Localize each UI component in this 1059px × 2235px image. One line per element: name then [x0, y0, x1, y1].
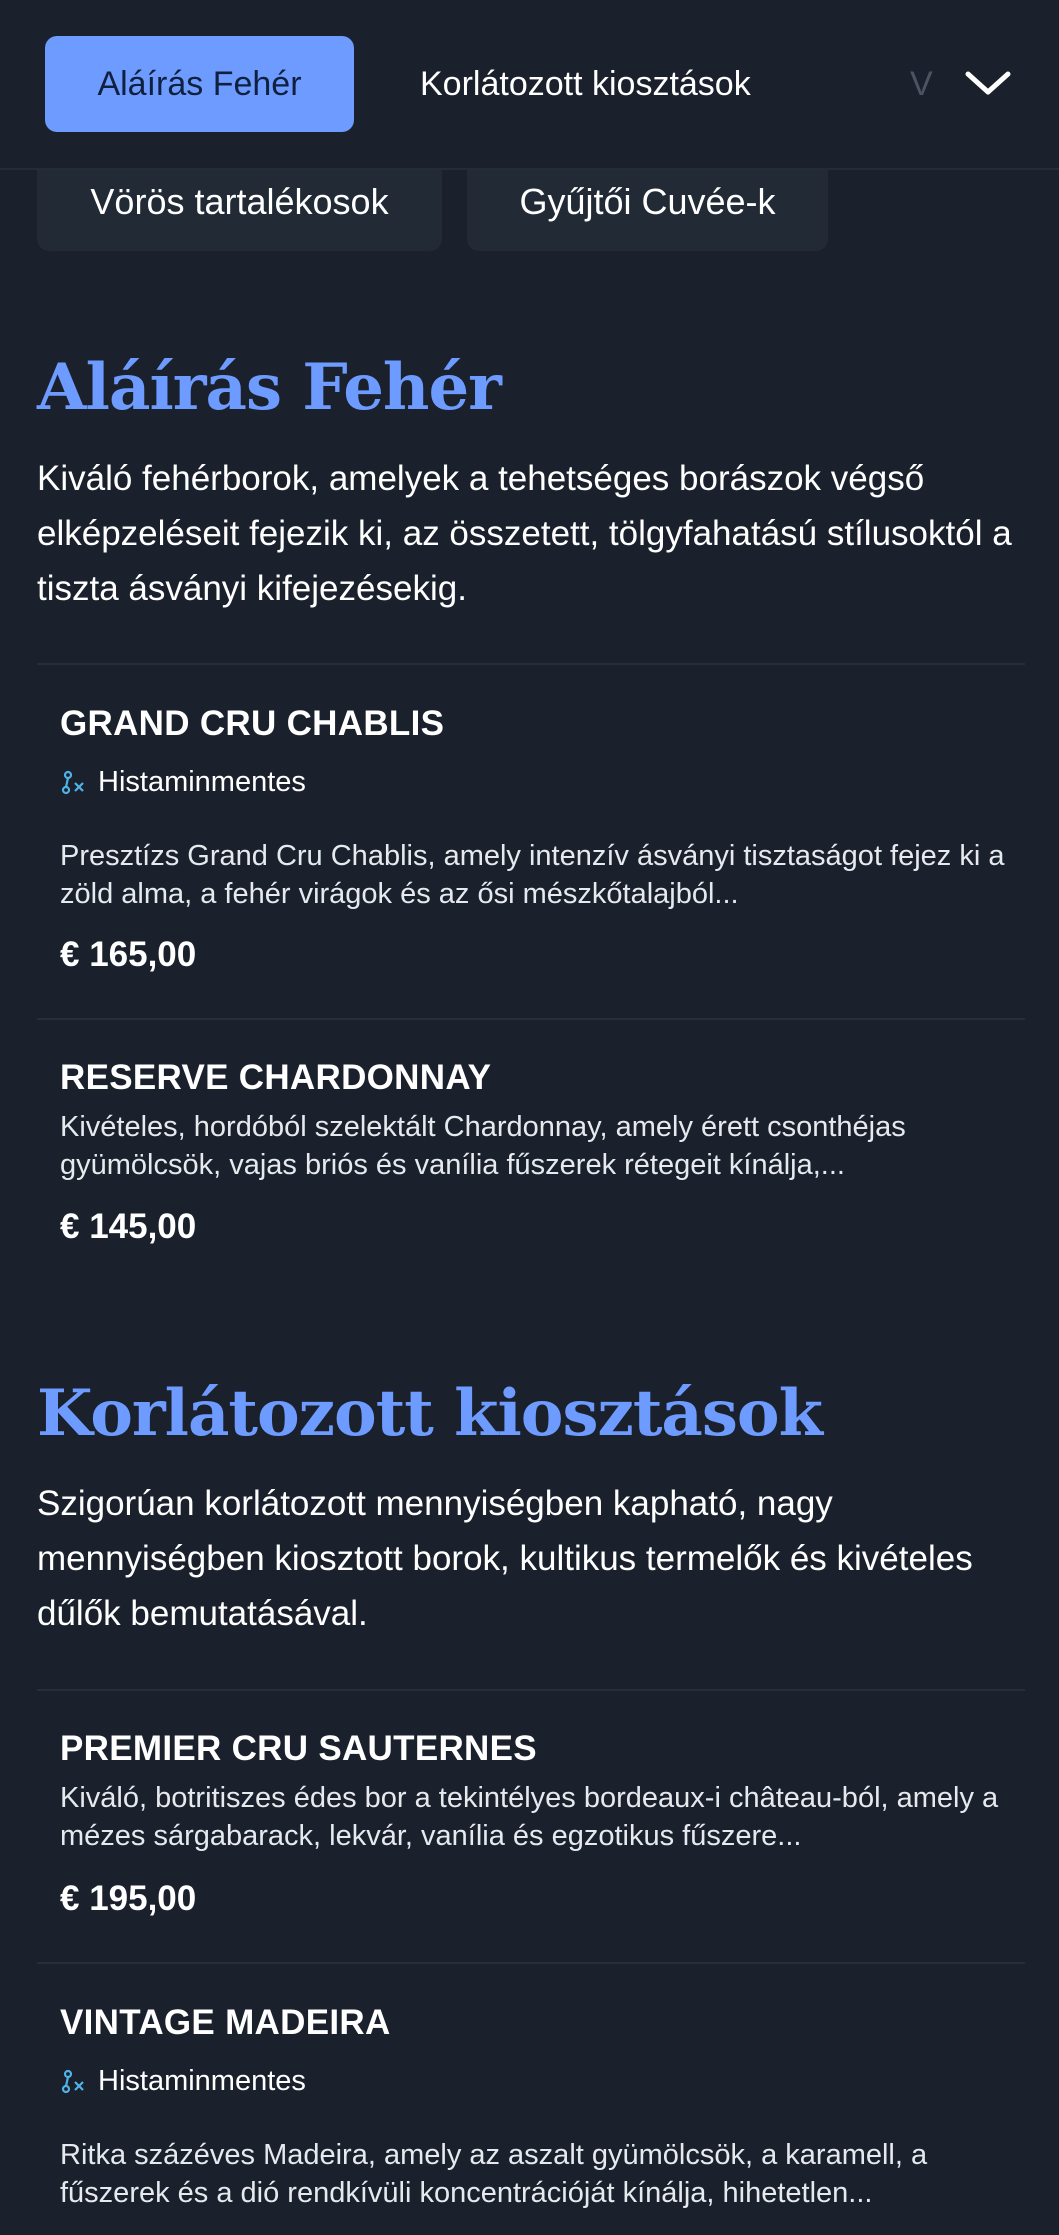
item-name[interactable]: PREMIER CRU SAUTERNES: [60, 1729, 537, 1768]
item-description: Presztízs Grand Cru Chablis, amely intenzív ásványi tisztaságot fejez ki a zöld alma, a fehér virágok és az ősi mészkőtalajból...: [60, 840, 1005, 910]
divider: [37, 1962, 1025, 1964]
item-tag: [60, 2065, 306, 2098]
tab-limited-allocations[interactable]: Korlátozott kiosztások: [420, 64, 751, 103]
tab-partial-next[interactable]: V: [910, 64, 933, 103]
histamine-free-icon: [60, 2068, 86, 2096]
section-description: Szigorúan korlátozott mennyiségben kapható, nagy mennyiségben kiosztott borok, kultikus termelők és kivételes dűlők bemutatásával.: [37, 1484, 973, 1633]
item-name[interactable]: GRAND CRU CHABLIS: [60, 704, 445, 743]
section-title: Korlátozott kiosztások: [37, 1376, 822, 1451]
divider: [37, 1689, 1025, 1691]
tab-collector-cuvees[interactable]: Gyűjtői Cuvée-k: [467, 130, 828, 251]
divider: [37, 1018, 1025, 1020]
tab-signature-white[interactable]: Aláírás Fehér: [45, 36, 354, 132]
category-tab-bar: [0, 0, 1059, 170]
item-price: € 145,00: [60, 1207, 197, 1246]
item-name[interactable]: RESERVE CHARDONNAY: [60, 1058, 492, 1097]
item-description: Ritka százéves Madeira, amely az aszalt gyümölcsök, a karamell, a fűszerek és a dió rendkívüli koncentrációját kínálja, hihetetlen...: [60, 2139, 928, 2209]
item-tag: [60, 766, 306, 799]
item-description: Kiváló, botritiszes édes bor a tekintélyes bordeaux-i château-ból, amely a mézes sárgabarack, lekvár, vanília és egzotikus fűszere...: [60, 1782, 999, 1852]
item-tag-label: Histaminmentes: [98, 2065, 306, 2097]
item-tag-label: Histaminmentes: [98, 766, 306, 798]
section-description: Kiváló fehérborok, amelyek a tehetséges borászok végső elképzeléseit fejezik ki, az összetett, tölgyfahatású stílusoktól a tiszta ásványi kifejezésekig.: [37, 459, 1012, 608]
section-title: Aláírás Fehér: [37, 350, 501, 425]
item-price: € 195,00: [60, 1879, 197, 1918]
item-price: € 165,00: [60, 935, 197, 974]
divider: [37, 663, 1025, 665]
item-description: Kivételes, hordóból szelektált Chardonnay, amely érett csonthéjas gyümölcsök, vajas briós és vanília fűszerek rétegeit kínálja,...: [60, 1111, 906, 1181]
tab-red-reserves[interactable]: Vörös tartalékosok: [37, 130, 442, 251]
histamine-free-icon: [60, 769, 86, 797]
chevron-down-icon[interactable]: [958, 58, 1018, 108]
item-name[interactable]: VINTAGE MADEIRA: [60, 2003, 391, 2042]
